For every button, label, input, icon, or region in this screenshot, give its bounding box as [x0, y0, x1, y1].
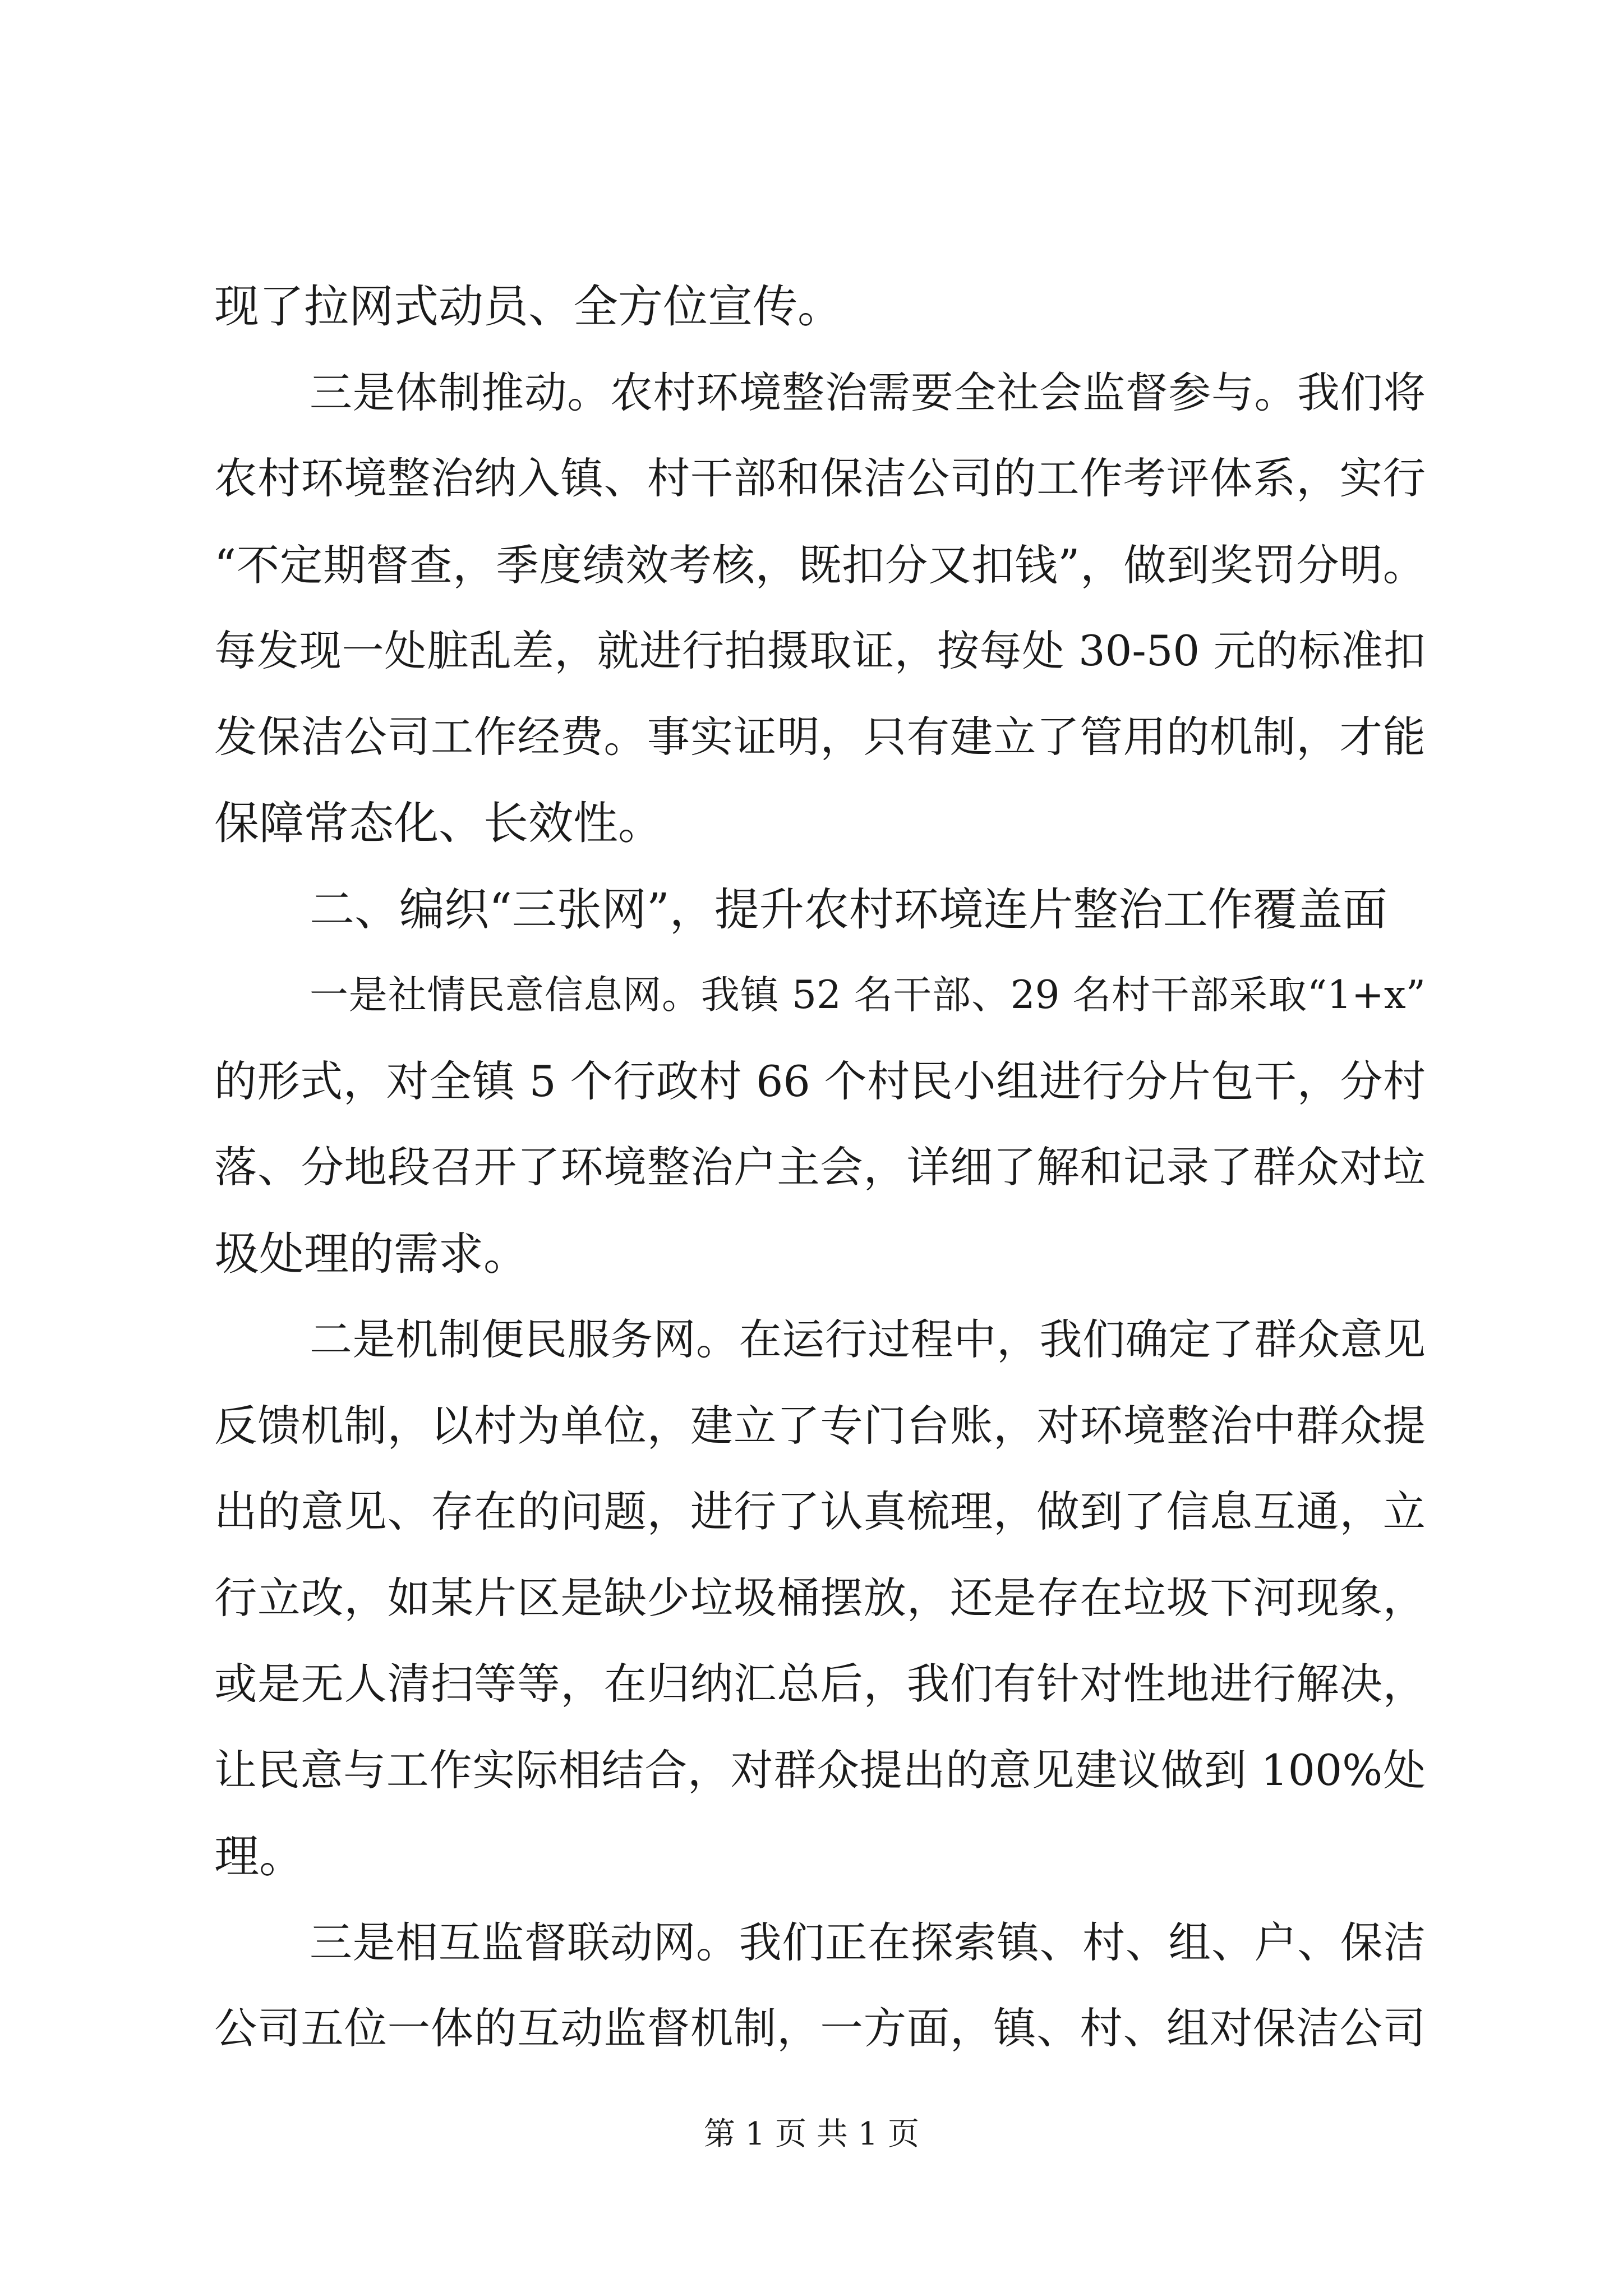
page-footer: 第 1 页 共 1 页: [703, 2116, 920, 2152]
text-line: 每发现一处脏乱差，就进行拍摄取证，按每处 30-50 元的标准扣: [214, 626, 1426, 675]
text-line: 圾处理的需求。: [214, 1227, 528, 1280]
section-heading: 二、编织“三张网”，提升农村环境连片整治工作覆盖面: [310, 883, 1387, 936]
text-line: 农村环境整治纳入镇、村干部和保洁公司的工作考评体系，实行: [214, 454, 1426, 504]
text-line: 三是体制推动。农村环境整治需要全社会监督参与。我们将: [310, 367, 1426, 417]
text-line: 一是社情民意信息网。我镇 52 名干部、29 名村干部采取“1+x”: [310, 973, 1426, 1018]
text-line: 反馈机制，以村为单位，建立了专门台账，对环境整治中群众提: [214, 1401, 1426, 1451]
text-line: 保障常态化、长效性。: [214, 797, 663, 849]
text-line: 或是无人清扫等等，在归纳汇总后，我们有针对性地进行解决，: [214, 1659, 1426, 1709]
text-line: 让民意与工作实际相结合，对群众提出的意见建议做到 100%处: [214, 1745, 1426, 1795]
text-line: 行立改，如某片区是缺少垃圾桶摆放，还是存在垃圾下河现象，: [214, 1573, 1426, 1623]
text-line: 二是机制便民服务网。在运行过程中，我们确定了群众意见: [310, 1315, 1426, 1364]
text-line: 三是相互监督联动网。我们正在探索镇、村、组、户、保洁: [310, 1917, 1426, 1967]
text-line: 现了拉网式动员、全方位宣传。: [214, 280, 842, 333]
text-line: 出的意见、存在的问题，进行了认真梳理，做到了信息互通，立: [214, 1487, 1426, 1537]
document-body: [214, 264, 1426, 2072]
text-line: “不定期督查，季度绩效考核，既扣分又扣钱”，做到奖罚分明。: [214, 540, 1426, 590]
text-line: 的形式，对全镇 5 个行政村 66 个村民小组进行分片包干，分村: [214, 1056, 1426, 1106]
text-line: 公司五位一体的互动监督机制，一方面，镇、村、组对保洁公司: [214, 2004, 1426, 2054]
text-line: 落、分地段召开了环境整治户主会，详细了解和记录了群众对垃: [214, 1143, 1426, 1193]
text-line: 理。: [214, 1830, 304, 1883]
text-line: 发保洁公司工作经费。事实证明，只有建立了管用的机制，才能: [214, 712, 1426, 762]
